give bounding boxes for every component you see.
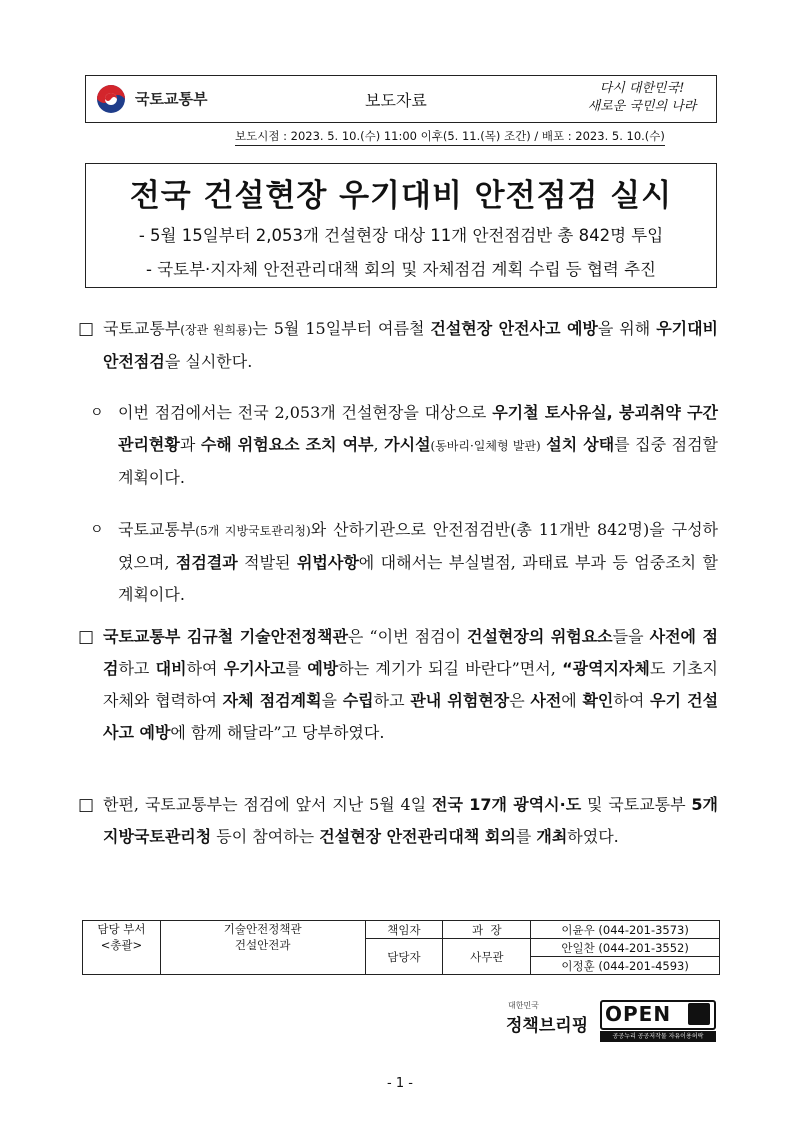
text-run: 에 <box>561 691 583 710</box>
text-run: 하여 <box>613 691 651 710</box>
brief-logo-main: 정책브리핑 <box>506 1016 589 1036</box>
open-person-icon <box>688 1003 710 1025</box>
bold-text-run: 수립 <box>342 691 374 710</box>
subtitle-2: - 국토부·지자체 안전관리대책 회의 및 자체점검 계획 수립 등 협력 추진 <box>146 260 656 279</box>
bold-text-run: 개최 <box>536 827 568 846</box>
text-run: 도 기초지자체와 협력하여 <box>103 659 718 710</box>
responsible-label: 책임자 <box>365 921 443 939</box>
text-run: 및 국토교통부 <box>581 795 692 814</box>
bold-text-run: 건설현장 안전사고 예방 <box>430 319 598 338</box>
text-run: 과 <box>179 435 201 454</box>
dept-name-cell <box>160 921 365 975</box>
bold-text-run: 수해 위험요소 조치 여부 <box>200 435 374 454</box>
text-run: 이번 점검에서는 전국 2,053개 건설현장을 대상으로 <box>118 403 493 422</box>
text-run: 들을 <box>612 627 650 646</box>
bold-text-run: 건설현장 안전관리대책 회의 <box>319 827 516 846</box>
paragraph-1 <box>103 313 718 378</box>
release-info: 보도시점 : 2023. 5. 10.(수) 11:00 이후(5. 11.(목) 조간) / 배포 : 2023. 5. 10.(수) <box>235 128 665 146</box>
open-license-logo <box>600 1000 716 1042</box>
page-title: 전국 건설현장 우기대비 안전점검 실시 <box>129 178 673 214</box>
brief-logo-small: 대한민국 <box>508 1001 539 1010</box>
contact-person-2: 안일찬 (044-201-3552) <box>531 939 720 957</box>
bold-text-run: 5개 지방국토관리청 <box>103 795 718 846</box>
bold-text-run: 건설현장의 위험요소 <box>467 627 613 646</box>
box-bullet: □ <box>78 795 95 815</box>
text-run: 하고 <box>118 659 156 678</box>
open-logo-sub: 공공누리 공공저작물 자유이용허락 <box>600 1031 716 1042</box>
slogan <box>572 80 712 116</box>
text-run: 는 5월 15일부터 여름철 <box>252 319 431 338</box>
bold-text-run: 우기 건설사고 예방 <box>103 691 719 742</box>
text-run: 하였다. <box>567 827 619 846</box>
bold-text-run: 대비 <box>155 659 187 678</box>
text-run: , <box>373 435 385 454</box>
contact-table <box>82 920 720 975</box>
document-type: 보도자료 <box>365 91 427 110</box>
position-officer: 사무관 <box>443 939 531 975</box>
bold-text-run: 관내 위험현장 <box>410 691 510 710</box>
text-run: 에 대해서는 부실벌점, 과태료 부과 등 엄중조치 할 계획이다. <box>118 553 718 604</box>
open-logo-text: OPEN <box>605 1002 672 1026</box>
bold-text-run: 설치 상태 <box>546 435 615 454</box>
box-bullet: □ <box>78 319 95 339</box>
policy-briefing-logo <box>506 1000 594 1044</box>
text-run: 하고 <box>373 691 411 710</box>
bold-text-run: 국토교통부 김규철 기술안전정책관 <box>103 627 348 646</box>
text-run: 하는 계기가 되길 바란다”면서, <box>338 659 563 678</box>
text-run: 에 함께 해달라”고 당부하였다. <box>170 723 385 742</box>
text-run: 을 <box>321 691 343 710</box>
slogan-line2: 새로운 국민의 나라 <box>587 99 697 114</box>
contact-person-3: 이정훈 (044-201-4593) <box>531 957 720 975</box>
text-run: 등이 참여하는 <box>211 827 320 846</box>
text-run: 은 “이번 점검이 <box>347 627 467 646</box>
bold-text-run: 전국 17개 광역시·도 <box>432 795 582 814</box>
slogan-line1: 다시 대한민국! <box>599 81 685 96</box>
box-bullet: □ <box>78 627 95 647</box>
dept-label-cell <box>83 921 161 975</box>
charge-label: 담당자 <box>365 939 443 975</box>
bold-text-run: 위법사항 <box>296 553 359 572</box>
text-run: 와 산하기관으로 안전점검반(총 11개반 842명)을 구성하였으며, <box>118 520 718 572</box>
bold-text-run: 사전에 점검 <box>103 627 718 678</box>
text-run: 를 집중 점검할 계획이다. <box>118 435 718 487</box>
bold-text-run: 자체 점검계획 <box>222 691 322 710</box>
paragraph-5 <box>103 789 718 853</box>
bold-text-run: “광역지자체 <box>562 659 650 678</box>
text-run: 국토교통부 <box>103 319 181 338</box>
text-run: 을 위해 <box>597 319 657 338</box>
bold-text-run: 우기철 토사유실, 붕괴취약 구간 관리현황 <box>118 403 718 454</box>
dept-name-2: 건설안전과 <box>234 938 291 952</box>
paragraph-2 <box>118 397 718 494</box>
text-run: 를 <box>285 659 308 678</box>
paragraph-4 <box>103 621 718 749</box>
text-run: 은 <box>509 691 531 710</box>
bold-text-run: 가시설 <box>384 435 431 454</box>
position-chief: 과 장 <box>443 921 531 939</box>
government-emblem-icon <box>95 83 127 115</box>
bold-text-run: 예방 <box>307 659 339 678</box>
subtitle-1: - 5월 15일부터 2,053개 건설현장 대상 11개 안전점검반 총 842명 투입 <box>138 226 664 245</box>
text-run: 를 <box>515 827 537 846</box>
bold-text-run: 우기대비 안전점검 <box>103 319 719 371</box>
text-run: 국토교통부 <box>118 520 196 539</box>
text-run: 하여 <box>186 659 224 678</box>
text-run: 적발된 <box>237 553 297 572</box>
dept-name-1: 기술안전정책관 <box>223 922 302 936</box>
paragraph-3 <box>118 514 718 611</box>
circle-bullet: ㅇ <box>90 522 104 538</box>
text-run: 한편, 국토교통부는 점검에 앞서 지난 5월 4일 <box>103 795 432 814</box>
circle-bullet: ㅇ <box>90 405 104 421</box>
contact-person-1: 이윤우 (044-201-3573) <box>531 921 720 939</box>
text-run: 을 실시한다. <box>164 352 253 371</box>
bold-text-run: 사전 <box>530 691 562 710</box>
dept-note: <총괄> <box>100 938 143 952</box>
bold-text-run: 우기사고 <box>223 659 286 678</box>
dept-label: 담당 부서 <box>97 922 146 936</box>
small-text-run: (동바리·일체형 발판) <box>430 439 541 453</box>
bold-text-run: 확인 <box>582 691 614 710</box>
small-text-run: (5개 지방국토관리청) <box>195 524 311 538</box>
small-text-run: (장관 원희룡) <box>180 323 253 337</box>
bold-text-run: 점검결과 <box>175 553 238 572</box>
ministry-name: 국토교통부 <box>135 90 208 108</box>
page-number: - 1 - <box>387 1076 413 1091</box>
